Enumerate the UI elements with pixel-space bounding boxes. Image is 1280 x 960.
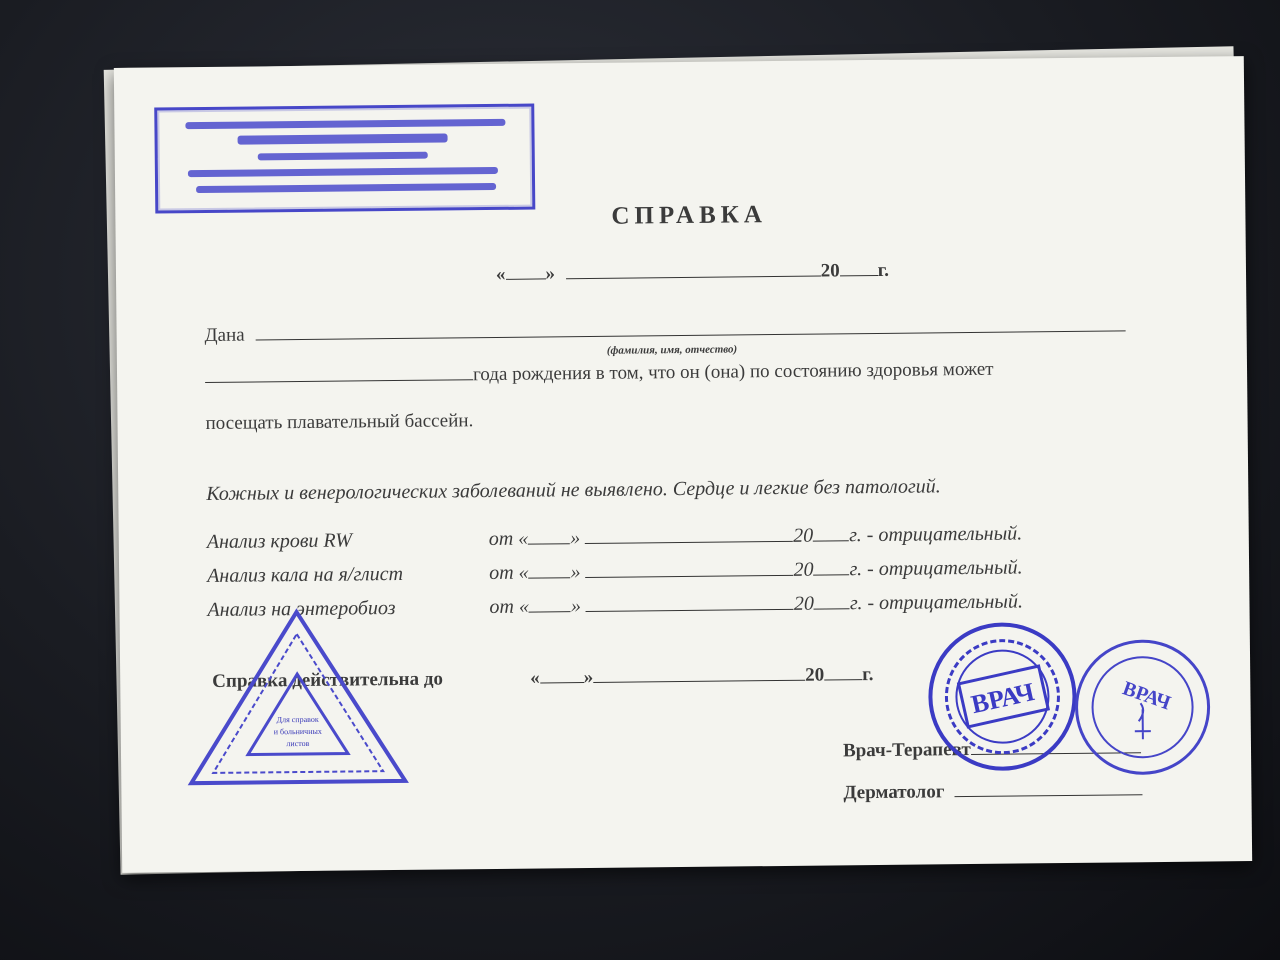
- purpose-text: посещать плавательный бассейн.: [205, 410, 474, 434]
- date-line: « » 20 г.: [495, 259, 890, 285]
- valid-until-label: Справка действительна до: [212, 668, 443, 692]
- round-stamp-right: [1070, 634, 1222, 786]
- svg-text:и больничных: и больничных: [273, 726, 322, 737]
- triangle-stamp-text: Для справок: [276, 714, 319, 725]
- valid-until-row: Справка действительна до « » 20 г.: [212, 664, 874, 692]
- svg-text:листов: листов: [286, 738, 310, 749]
- test-row: Анализ на энтеробиоз от « » 20 г. - отрицательный.: [207, 590, 1024, 621]
- clinic-rect-stamp: [154, 104, 535, 214]
- triangle-stamp: [181, 603, 413, 795]
- certificate-sheet: [114, 56, 1252, 873]
- document-title: СПРАВКА: [611, 201, 768, 230]
- birth-row: [205, 359, 994, 389]
- test-row: Анализ кала на я/глист от « » 20 г. - отрицательный.: [207, 556, 1023, 587]
- signature-role: Дерматолог: [843, 781, 945, 804]
- name-field-line: [255, 329, 1125, 340]
- test-row: Анализ крови RW от « » 20 г. - отрицательный.: [206, 522, 1023, 553]
- issued-to-label: Дана: [204, 324, 245, 347]
- findings-text: Кожных и венерологических заболеваний не выявлено. Сердце и легкие без патологий.: [206, 475, 941, 505]
- round-stamp-right-text: ВРАЧ: [1119, 677, 1174, 715]
- issued-to-row: [205, 315, 1126, 347]
- signature-role: Врач-Терапевт: [842, 739, 971, 762]
- birth-year-line: [205, 378, 473, 383]
- birth-text: года рождения в том, что он (она) по состоянию здоровья может: [472, 358, 994, 386]
- name-caption: (фамилия, имя, отчество): [606, 343, 738, 357]
- round-stamp-left-text: ВРАЧ: [968, 677, 1038, 720]
